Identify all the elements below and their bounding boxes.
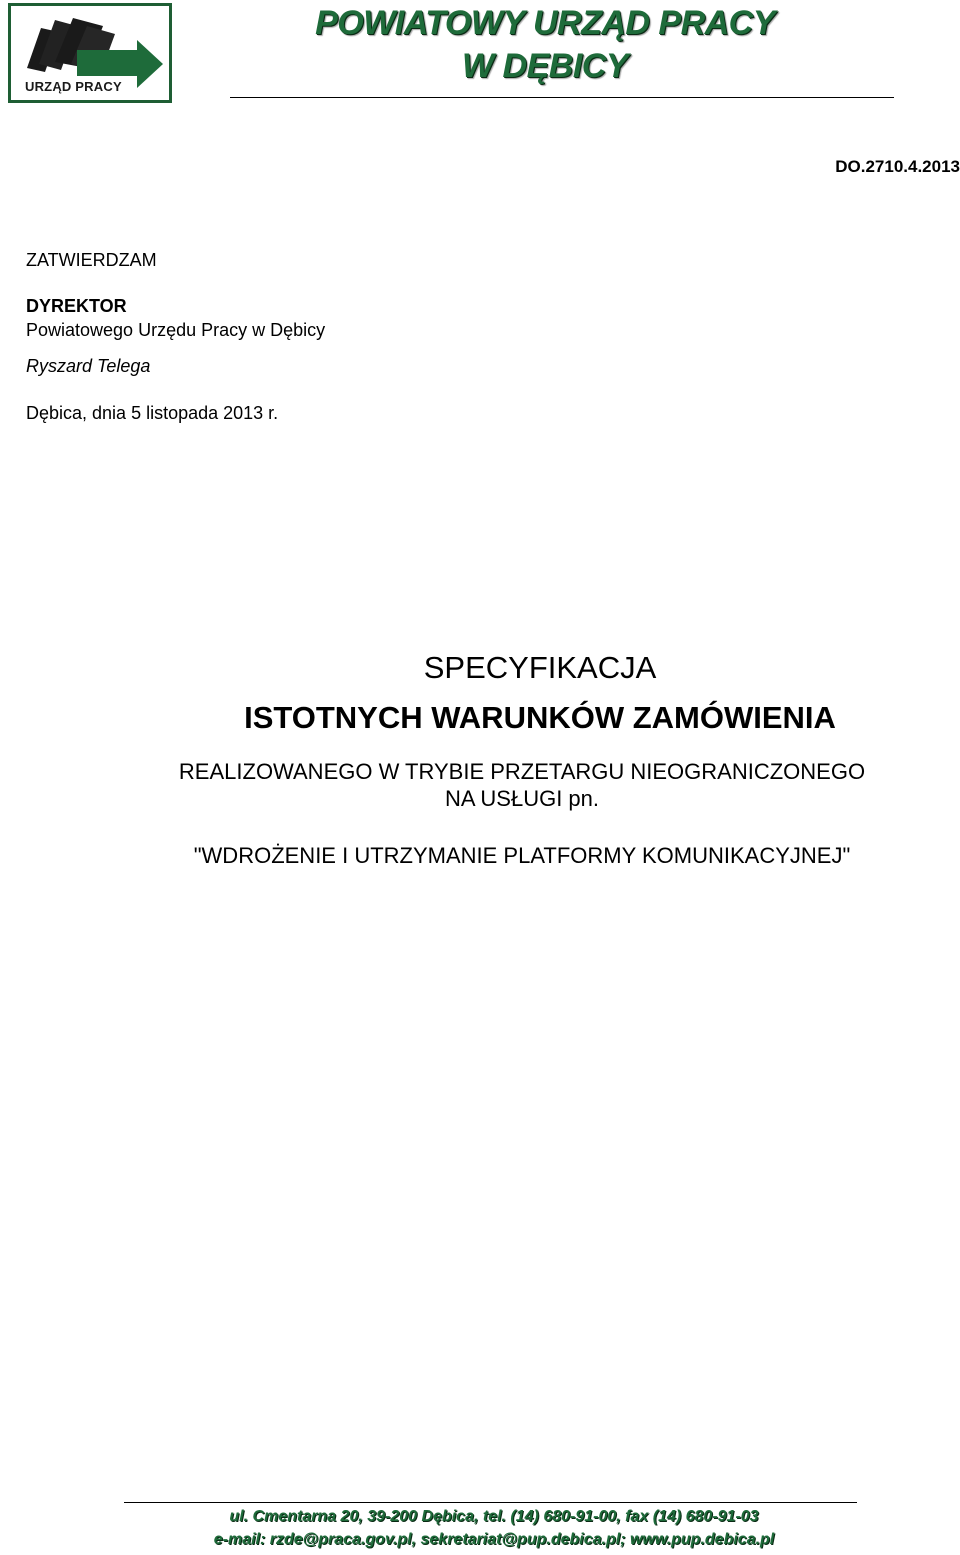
director-name: Ryszard Telega <box>26 356 151 376</box>
procurement-mode <box>82 758 960 812</box>
approval-label: ZATWIERDZAM <box>26 250 157 270</box>
reference-number: DO.2710.4.2013 <box>835 157 960 176</box>
header-divider <box>230 97 894 98</box>
office-title-line1: POWIATOWY URZĄD PRACY <box>315 4 775 42</box>
procurement-mode-line2: NA USŁUGI pn. <box>444 786 600 811</box>
document-date: Dębica, dnia 5 listopada 2013 r. <box>26 403 279 423</box>
office-logo <box>8 3 172 103</box>
procurement-name: "WDROŻENIE I UTRZYMANIE PLATFORMY KOMUNIKACYJNEJ" <box>193 843 851 868</box>
logo-text: URZĄD PRACY <box>25 79 122 94</box>
office-title-line2: W DĘBICY <box>462 47 628 85</box>
footer-divider <box>124 1502 857 1503</box>
office-title <box>230 2 860 88</box>
procurement-mode-line1: REALIZOWANEGO W TRYBIE PRZETARGU NIEOGRANICZONEGO <box>178 759 866 784</box>
document-title: SPECYFIKACJA <box>423 650 657 685</box>
director-title: DYREKTOR <box>26 296 127 316</box>
footer-contact: e-mail: rzde@praca.gov.pl, sekretariat@pup.debica.pl; www.pup.debica.pl <box>213 1531 775 1548</box>
document-subtitle: ISTOTNYCH WARUNKÓW ZAMÓWIENIA <box>244 700 836 735</box>
office-name: Powiatowego Urzędu Pracy w Dębicy <box>26 320 326 340</box>
footer-address: ul. Cmentarna 20, 39-200 Dębica, tel. (14) 680-91-00, fax (14) 680-91-03 <box>229 1508 759 1525</box>
